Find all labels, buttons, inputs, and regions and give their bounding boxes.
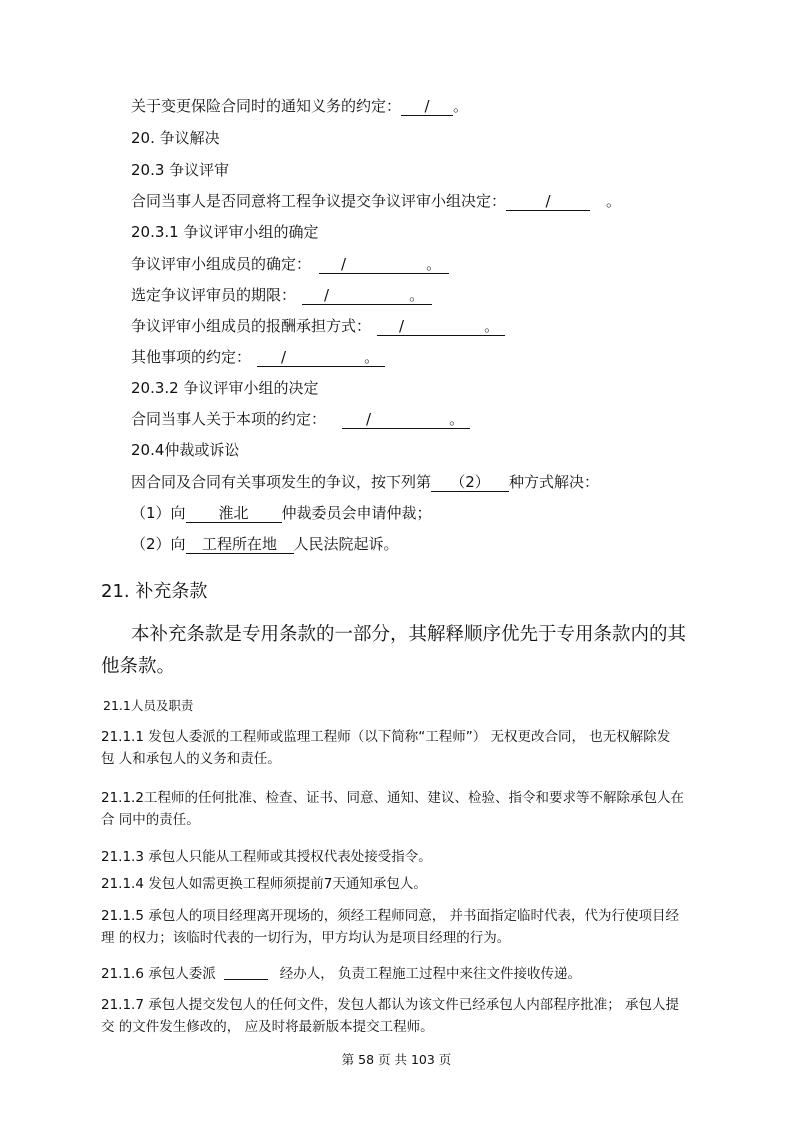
litigation-prefix: （2）向 (131, 535, 186, 553)
litigation-suffix: 人民法院起诉。 (293, 535, 399, 553)
clause-21-1-4: 21.1.4 发包人如需更换工程师须提前7天通知承包人。 (101, 876, 427, 892)
resolution-method-line (131, 472, 599, 492)
clause-21-1-5-line1: 21.1.5 承包人的项目经理离开现场的，须经工程师同意， 并书面指定临时代表，代为行使项目经 (101, 908, 680, 924)
clause-21-1-1-line2: 包 人和承包人的义务和责任。 (101, 751, 281, 767)
clause-21-1-6-blank (224, 965, 268, 980)
insurance-notice-line (131, 96, 468, 116)
clause-21-1-1-line1: 21.1.1 发包人委派的工程师或监理工程师（以下简称“工程师”） 无权更改合同， 也无权解除发 (101, 729, 671, 745)
party-agreement-label: 合同当事人关于本项的约定： (131, 410, 327, 428)
heading-20: 20. 争议解决 (131, 129, 220, 147)
panel-remuneration-label: 争议评审小组成员的报酬承担方式： (131, 317, 372, 335)
resolution-method-end: 种方式解决： (509, 473, 600, 491)
insurance-notice-label: 关于变更保险合同时的通知义务的约定： (131, 97, 402, 115)
other-matters-line (131, 347, 385, 367)
other-matters-value: / 。 (257, 348, 385, 367)
clause-21-1-2-line1: 21.1.2工程师的任何批准、检查、证书、同意、通知、建议、检验、指令和要求等不解除承包人在 (101, 790, 684, 806)
panel-remuneration-value: / 。 (377, 317, 505, 336)
panel-members-value: / 。 (319, 255, 449, 274)
heading-20-4: 20.4仲裁或诉讼 (131, 441, 240, 459)
reviewer-deadline-label: 选定争议评审员的期限： (131, 286, 297, 304)
clause-21-1-6 (101, 965, 581, 983)
arbitration-committee-value: 淮北 (186, 504, 282, 523)
other-matters-label: 其他事项的约定： (131, 348, 252, 366)
arbitration-line (131, 503, 432, 523)
arbitration-prefix: （1）向 (131, 504, 186, 522)
party-agreement-value: / 。 (342, 410, 470, 429)
insurance-notice-value: / (401, 97, 453, 116)
reviewer-deadline-line (131, 285, 432, 305)
dispute-review-consent-line (131, 191, 621, 211)
panel-members-label: 争议评审小组成员的确定： (131, 255, 312, 273)
panel-remuneration-line (131, 316, 505, 336)
clause-21-1-3: 21.1.3 承包人只能从工程师或其授权代表处接受指令。 (101, 849, 432, 865)
clause-21-1-7-line2: 交 的文件发生修改的， 应及时将最新版本提交工程师。 (101, 1019, 434, 1035)
clause-21-1-heading: 21.1人员及职责 (103, 698, 194, 713)
dispute-review-consent-label: 合同当事人是否同意将工程争议提交争议评审小组决定： (131, 192, 507, 210)
clause-21-1-6-suffix: 经办人， 负责工程施工过程中来往文件接收传递。 (279, 966, 582, 982)
arbitration-suffix: 仲裁委员会申请仲裁； (281, 504, 432, 522)
clause-21-1-7-line1: 21.1.7 承包人提交发包人的任何文件，发包人都认为该文件已经承包人内部程序批准； 承包人提 (101, 997, 680, 1013)
resolution-method-value: （2） (431, 473, 509, 492)
dispute-review-consent-value: / (506, 192, 590, 211)
heading-20-3-2: 20.3.2 争议评审小组的决定 (131, 379, 319, 397)
section-21-intro-line2: 他条款。 (101, 656, 176, 677)
insurance-notice-end: 。 (453, 97, 469, 115)
reviewer-deadline-value: / 。 (302, 286, 432, 305)
litigation-line (131, 534, 399, 554)
heading-20-3-1: 20.3.1 争议评审小组的确定 (131, 223, 319, 241)
section-21-heading: 21. 补充条款 (101, 581, 208, 602)
clause-21-1-5-line2: 理 的权力；该临时代表的一切行为，甲方均认为是项目经理的行为。 (101, 930, 511, 946)
panel-members-line (131, 254, 449, 274)
page-number: 第 58 页 共 103 页 (341, 1052, 452, 1067)
dispute-review-consent-end: 。 (606, 192, 622, 210)
clause-21-1-6-prefix: 21.1.6 承包人委派 (101, 966, 216, 982)
party-agreement-line (131, 409, 470, 429)
resolution-method-label: 因合同及合同有关事项发生的争议，按下列第 (131, 473, 432, 491)
litigation-court-value: 工程所在地 (186, 535, 294, 554)
heading-20-3: 20.3 争议评审 (131, 161, 230, 179)
section-21-intro-line1: 本补充条款是专用条款的一部分，其解释顺序优先于专用条款内的其 (131, 624, 687, 645)
clause-21-1-2-line2: 合 同中的责任。 (101, 812, 200, 828)
